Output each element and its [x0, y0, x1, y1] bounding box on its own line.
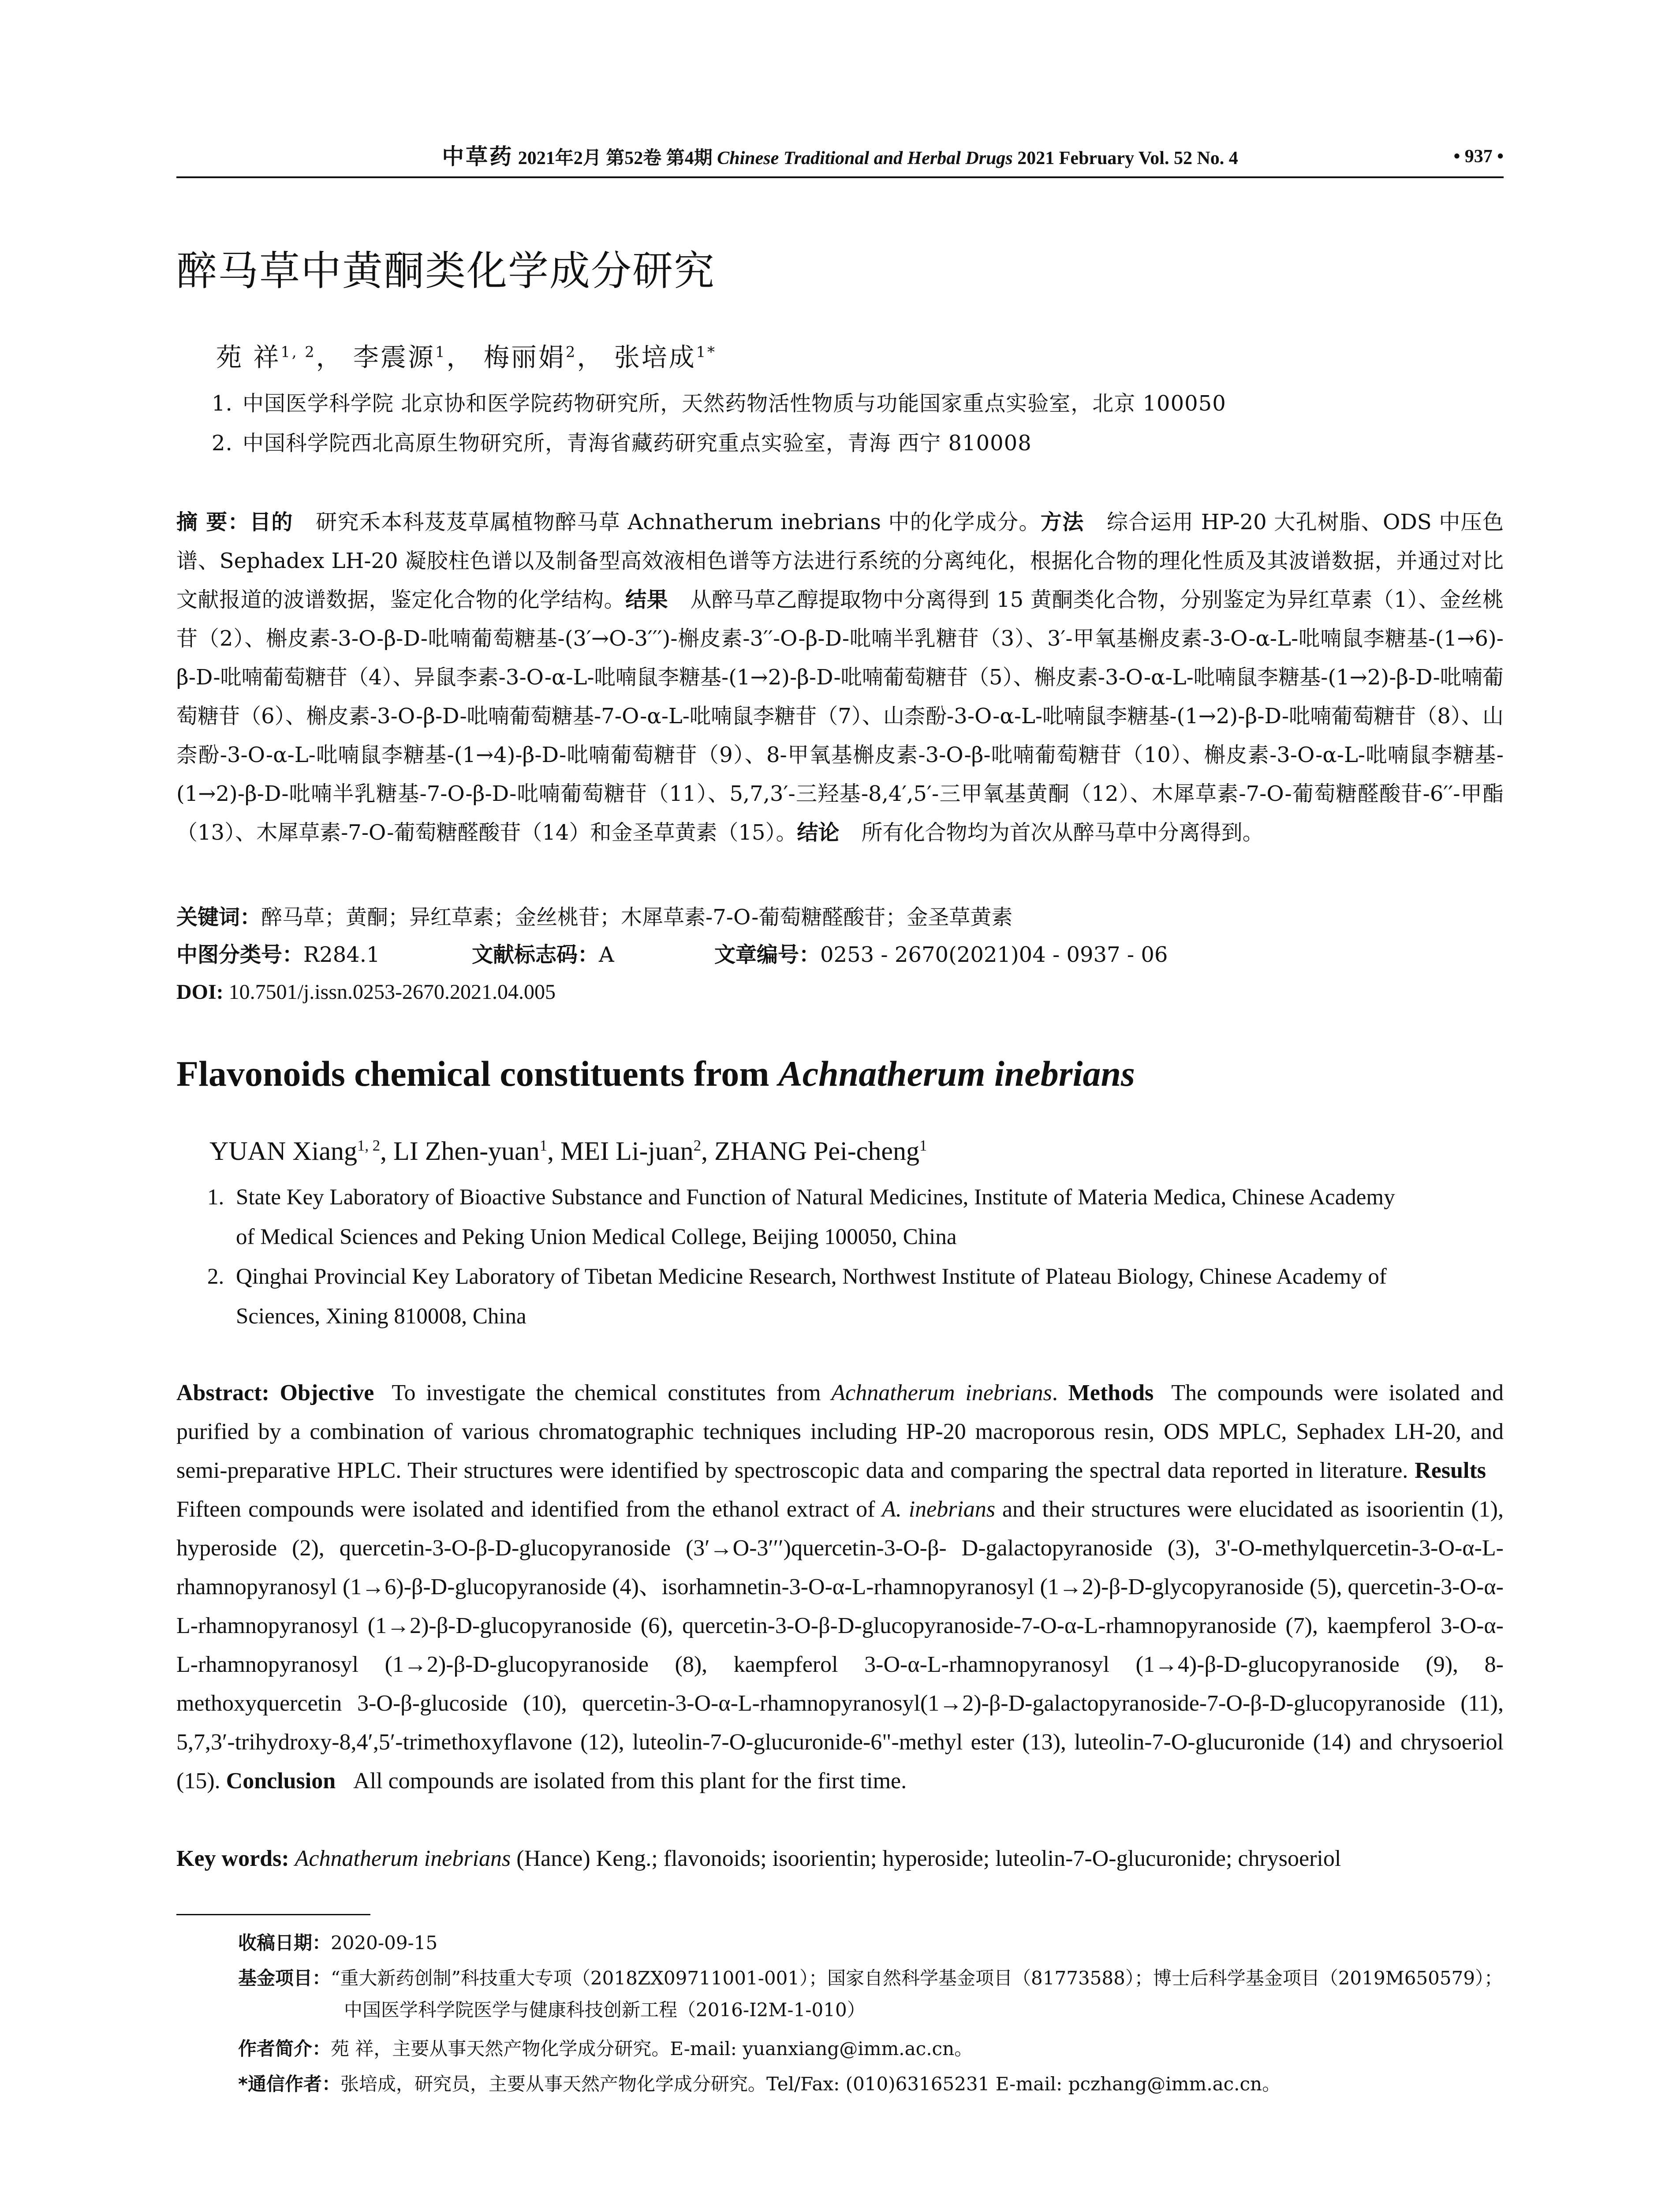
affiliation-text: 中国医学科学院 北京协和医学院药物研究所，天然药物活性物质与功能国家重点实验室，北京 100050 — [243, 391, 1226, 416]
footnote-corresponding — [238, 2068, 1504, 2100]
author-name: 李震源 — [353, 342, 436, 372]
affiliation-text: 中国科学院西北高原生物研究所，青海省藏药研究重点实验室，青海 西宁 810008 — [243, 431, 1032, 456]
article-no-label: 文章编号： — [714, 942, 821, 967]
footnote-fund — [238, 1962, 1504, 2026]
authors-en: YUAN Xiang$^{1, 2}$, LI Zhen-yuan$^1$, MEI Li-juan$^2$, ZHANG Pei-cheng$^1$ — [209, 1136, 927, 1166]
clc-value: R284.1 — [303, 942, 380, 967]
author-name: 张培成 — [614, 342, 696, 372]
affiliation-text: Sciences, Xining 810008, China — [236, 1304, 526, 1329]
affiliation-cn — [212, 428, 1032, 459]
title-en-species: Achnatherum inebrians — [778, 1054, 1135, 1094]
results-label: Results — [1415, 1458, 1486, 1483]
author-affil-sup: 1, 2 — [357, 1137, 381, 1154]
objective-text: To investigate the chemical constitutes from — [392, 1380, 832, 1405]
running-header — [176, 141, 1504, 172]
affiliation-en — [207, 1257, 1504, 1336]
affiliation-text: of Medical Sciences and Peking Union Medical College, Beijing 100050, China — [236, 1225, 957, 1249]
conclusion-label: Conclusion — [226, 1768, 336, 1794]
footnote-author — [238, 2033, 1504, 2065]
authors-cn: 苑 祥$^{1, 2}$， 李震源$^1$， 梅丽娟$^2$， 张培成$^{1*}$ — [216, 342, 717, 372]
keywords-label: 关键词： — [176, 905, 261, 930]
affiliation-en — [207, 1177, 1504, 1257]
species-name: Achnatherum inebrians — [295, 1846, 511, 1871]
results-text-compounds: and their structures were elucidated as isoorientin (1), hyperoside (2), quercetin-3-O-β-D-glucopyranoside (3′→O-3′′′)quercetin-3-O-β- D-galactopyranoside (3), 3'-O-methylquercetin-3-O-α-L-rhamnopyranosyl (1→6)-β-D-glucopyranoside (4)、isorhamnetin-3-O-α-L-rhamnopyranosyl (1→2)-β-D-glycopyranoside (5), quercetin-3-O-α-L-rhamnopyranosyl (1→2)-β-D-glucopyranoside (6), quercetin-3-O-β-D-glucopyranoside-7-O-α-L-rhamnopyranoside (7), kaempferol 3-O-α-L-rhamnopyranosyl (1→2)-β-D-glucopyranoside (8), kaempferol 3-O-α-L-rhamnopyranosyl (1→4)-β-D-glucopyranoside (9), 8-methoxyquercetin 3-O-β-glucoside (10), quercetin-3-O-α-L-rhamnopyranosyl(1→2)-β-D-galactopyranoside-7-O-β-D-glucopyranoside (11), 5,7,3′-trihydroxy-8,4′,5′-trimethoxyflavone (12), luteolin-7-O-glucuronide-6"-methyl ester (13), luteolin-7-O-glucuronide (14) and chrysoeriol (15). — [176, 1497, 1504, 1794]
author-name: LI Zhen-yuan — [393, 1136, 540, 1166]
author-affil-sup: 1 — [539, 1137, 548, 1154]
affiliation-text: Qinghai Provincial Key Laboratory of Tibetan Medicine Research, Northwest Institute of Plateau Biology, Chinese Academy of — [236, 1264, 1387, 1289]
header-rule — [176, 176, 1504, 178]
classification-line — [176, 937, 1504, 972]
journal-name-en: Chinese Traditional and Herbal Drugs — [717, 148, 1013, 168]
abstract-label: Abstract: — [176, 1380, 269, 1405]
author-name: YUAN Xiang — [209, 1136, 357, 1166]
footnote-received — [238, 1927, 1504, 1959]
author-name: MEI Li-juan — [560, 1136, 694, 1166]
results-text: Fifteen compounds were isolated and identified from the ethanol extract of — [176, 1497, 882, 1522]
affiliation-number: 2. — [207, 1264, 224, 1289]
objective-label: 目的 — [250, 510, 293, 534]
species-name: A. inebrians — [882, 1497, 996, 1522]
methods-label: 方法 — [1040, 510, 1084, 534]
methods-text: 综合运用 HP-20 大孔树脂、ODS 中压色谱、Sephadex LH-20 凝胶柱色谱以及制备型高效液相色谱等方法进行系统的分离纯化，根据化合物的理化性质及其波谱数据，并通过对比文献报道的波谱数据，鉴定化合物的化学结构。 — [176, 510, 1504, 612]
affiliation-cn — [212, 388, 1226, 419]
abstract-label: 摘 要： — [176, 510, 250, 534]
fund-label: 基金项目： — [238, 1967, 331, 1989]
author-name: 苑 祥 — [216, 342, 281, 372]
author-info-label: 作者简介： — [238, 2038, 331, 2059]
corresponding-label: *通信作者： — [238, 2073, 340, 2095]
author-affil-sup: 1 — [919, 1137, 927, 1154]
conclusion-text: All compounds are isolated from this plant for the first time. — [353, 1768, 907, 1794]
fund-text: “重大新药创制”科技重大专项（2018ZX09711001-001）；国家自然科学基金项目（81773588）；博士后科学基金项目（2019M650579）； — [331, 1967, 1503, 1989]
keywords-label: Key words: — [176, 1846, 289, 1871]
keywords-text: 醉马草；黄酮；异红草素；金丝桃苷；木犀草素-7-O-葡萄糖醛酸苷；金圣草黄素 — [261, 905, 1013, 930]
objective-text-end: . — [1052, 1380, 1058, 1405]
methods-text: The compounds were isolated and purified by a combination of various chromatographic techniques including HP-20 macroporous resin, ODS MPLC, Sephadex LH-20, and semi-preparative HPLC. Their structures were identified by spectroscopic data and comparing the spectral data reported in literature. — [176, 1380, 1504, 1483]
keywords-text: (Hance) Keng.; flavonoids; isoorientin; hyperoside; luteolin-7-O-glucuronide; chrysoeriol — [511, 1846, 1341, 1871]
species-name: Achnatherum inebrians — [831, 1380, 1052, 1405]
article-no-value: 0253 - 2670(2021)04 - 0937 - 06 — [820, 942, 1168, 967]
results-label: 结果 — [625, 587, 668, 612]
author-name: ZHANG Pei-cheng — [714, 1136, 919, 1166]
author-affil-sup: 1 — [435, 343, 447, 361]
conclusion-label: 结论 — [797, 820, 840, 845]
abstract-cn — [176, 503, 1504, 852]
affiliation-number: 1. — [207, 1185, 224, 1210]
author-affil-sup: 2 — [693, 1137, 702, 1154]
affiliation-text: State Key Laboratory of Bioactive Substance and Function of Natural Medicines, Institute of Materia Medica, Chinese Academy — [236, 1185, 1395, 1210]
author-name: 梅丽娟 — [483, 342, 566, 372]
results-text: 从醉马草乙醇提取物中分离得到 15 黄酮类化合物，分别鉴定为异红草素（1）、金丝桃苷（2）、槲皮素-3-O-β-D-吡喃葡萄糖基-(3′→O-3′′′)-槲皮素-3′′-O-β-D-吡喃半乳糖苷（3）、3′-甲氧基槲皮素-3-O-α-L-吡喃鼠李糖基-(1→6)-β-D-吡喃葡萄糖苷（4）、异鼠李素-3-O-α-L-吡喃鼠李糖基-(1→2)-β-D-吡喃葡萄糖苷（5）、槲皮素-3-O-α-L-吡喃鼠李糖基-(1→2)-β-D-吡喃葡萄糖苷（6）、槲皮素-3-O-β-D-吡喃葡萄糖基-7-O-α-L-吡喃鼠李糖苷（7）、山柰酚-3-O-α-L-吡喃鼠李糖基-(1→2)-β-D-吡喃葡萄糖苷（8）、山柰酚-3-O-α-L-吡喃鼠李糖基-(1→4)-β-D-吡喃葡萄糖苷（9）、8-甲氧基槲皮素-3-O-β-吡喃葡萄糖苷（10）、槲皮素-3-O-α-L-吡喃鼠李糖基-(1→2)-β-D-吡喃半乳糖基-7-O-β-D-吡喃葡萄糖苷（11）、5,7,3′-三羟基-8,4′,5′-三甲氧基黄酮（12）、木犀草素-7-O-葡萄糖醛酸苷-6′′-甲酯（13）、木犀草素-7-O-葡萄糖醛酸苷（14）和金圣草黄素（15）。 — [176, 587, 1504, 845]
title-cn: 醉马草中黄酮类化学成分研究 — [176, 247, 716, 295]
title-en-plain: Flavonoids chemical constituents from — [176, 1054, 779, 1094]
journal-name-cn: 中草药 — [442, 144, 514, 169]
author-info-text: 苑 祥，主要从事天然产物化学成分研究。E-mail: yuanxiang@imm.ac.cn。 — [331, 2038, 973, 2059]
footnote-rule — [176, 1914, 370, 1915]
abstract-en — [176, 1374, 1504, 1801]
issue-cn: 2021年2月 第52卷 第4期 — [518, 148, 713, 168]
keywords-cn — [176, 900, 1504, 935]
page-number: • 937 • — [1453, 146, 1504, 167]
author-affil-sup: 1, 2 — [280, 343, 316, 361]
author-affil-sup: 1* — [696, 343, 717, 361]
keywords-en — [176, 1841, 1504, 1876]
doc-code-value: A — [599, 942, 614, 967]
doi-line — [176, 975, 1504, 1010]
objective-text: 研究禾本科芨芨草属植物醉马草 Achnatherum inebrians 中的化学成分。 — [315, 510, 1041, 534]
conclusion-text: 所有化合物均为首次从醉马草中分离得到。 — [861, 820, 1264, 845]
issue-en: 2021 February Vol. 52 No. 4 — [1017, 148, 1238, 168]
received-date: 2020-09-15 — [331, 1932, 438, 1954]
doc-code-label: 文献标志码： — [472, 942, 599, 967]
title-en — [176, 1050, 1135, 1098]
corresponding-text: 张培成，研究员，主要从事天然产物化学成分研究。Tel/Fax: (010)63165231 E-mail: pczhang@imm.ac.cn。 — [340, 2073, 1281, 2095]
affiliation-number: 1. — [212, 391, 233, 416]
objective-label: Objective — [280, 1380, 374, 1405]
methods-label: Methods — [1068, 1380, 1154, 1405]
doi-link[interactable]: 10.7501/j.issn.0253-2670.2021.04.005 — [228, 980, 556, 1004]
author-affil-sup: 2 — [565, 343, 577, 361]
doi-label: DOI: — [176, 980, 224, 1004]
affiliation-number: 2. — [212, 431, 233, 456]
fund-text: 中国医学科学院医学与健康科技创新工程（2016-I2M-1-010） — [344, 1999, 866, 2021]
clc-label: 中图分类号： — [176, 942, 304, 967]
received-label: 收稿日期： — [238, 1932, 331, 1954]
